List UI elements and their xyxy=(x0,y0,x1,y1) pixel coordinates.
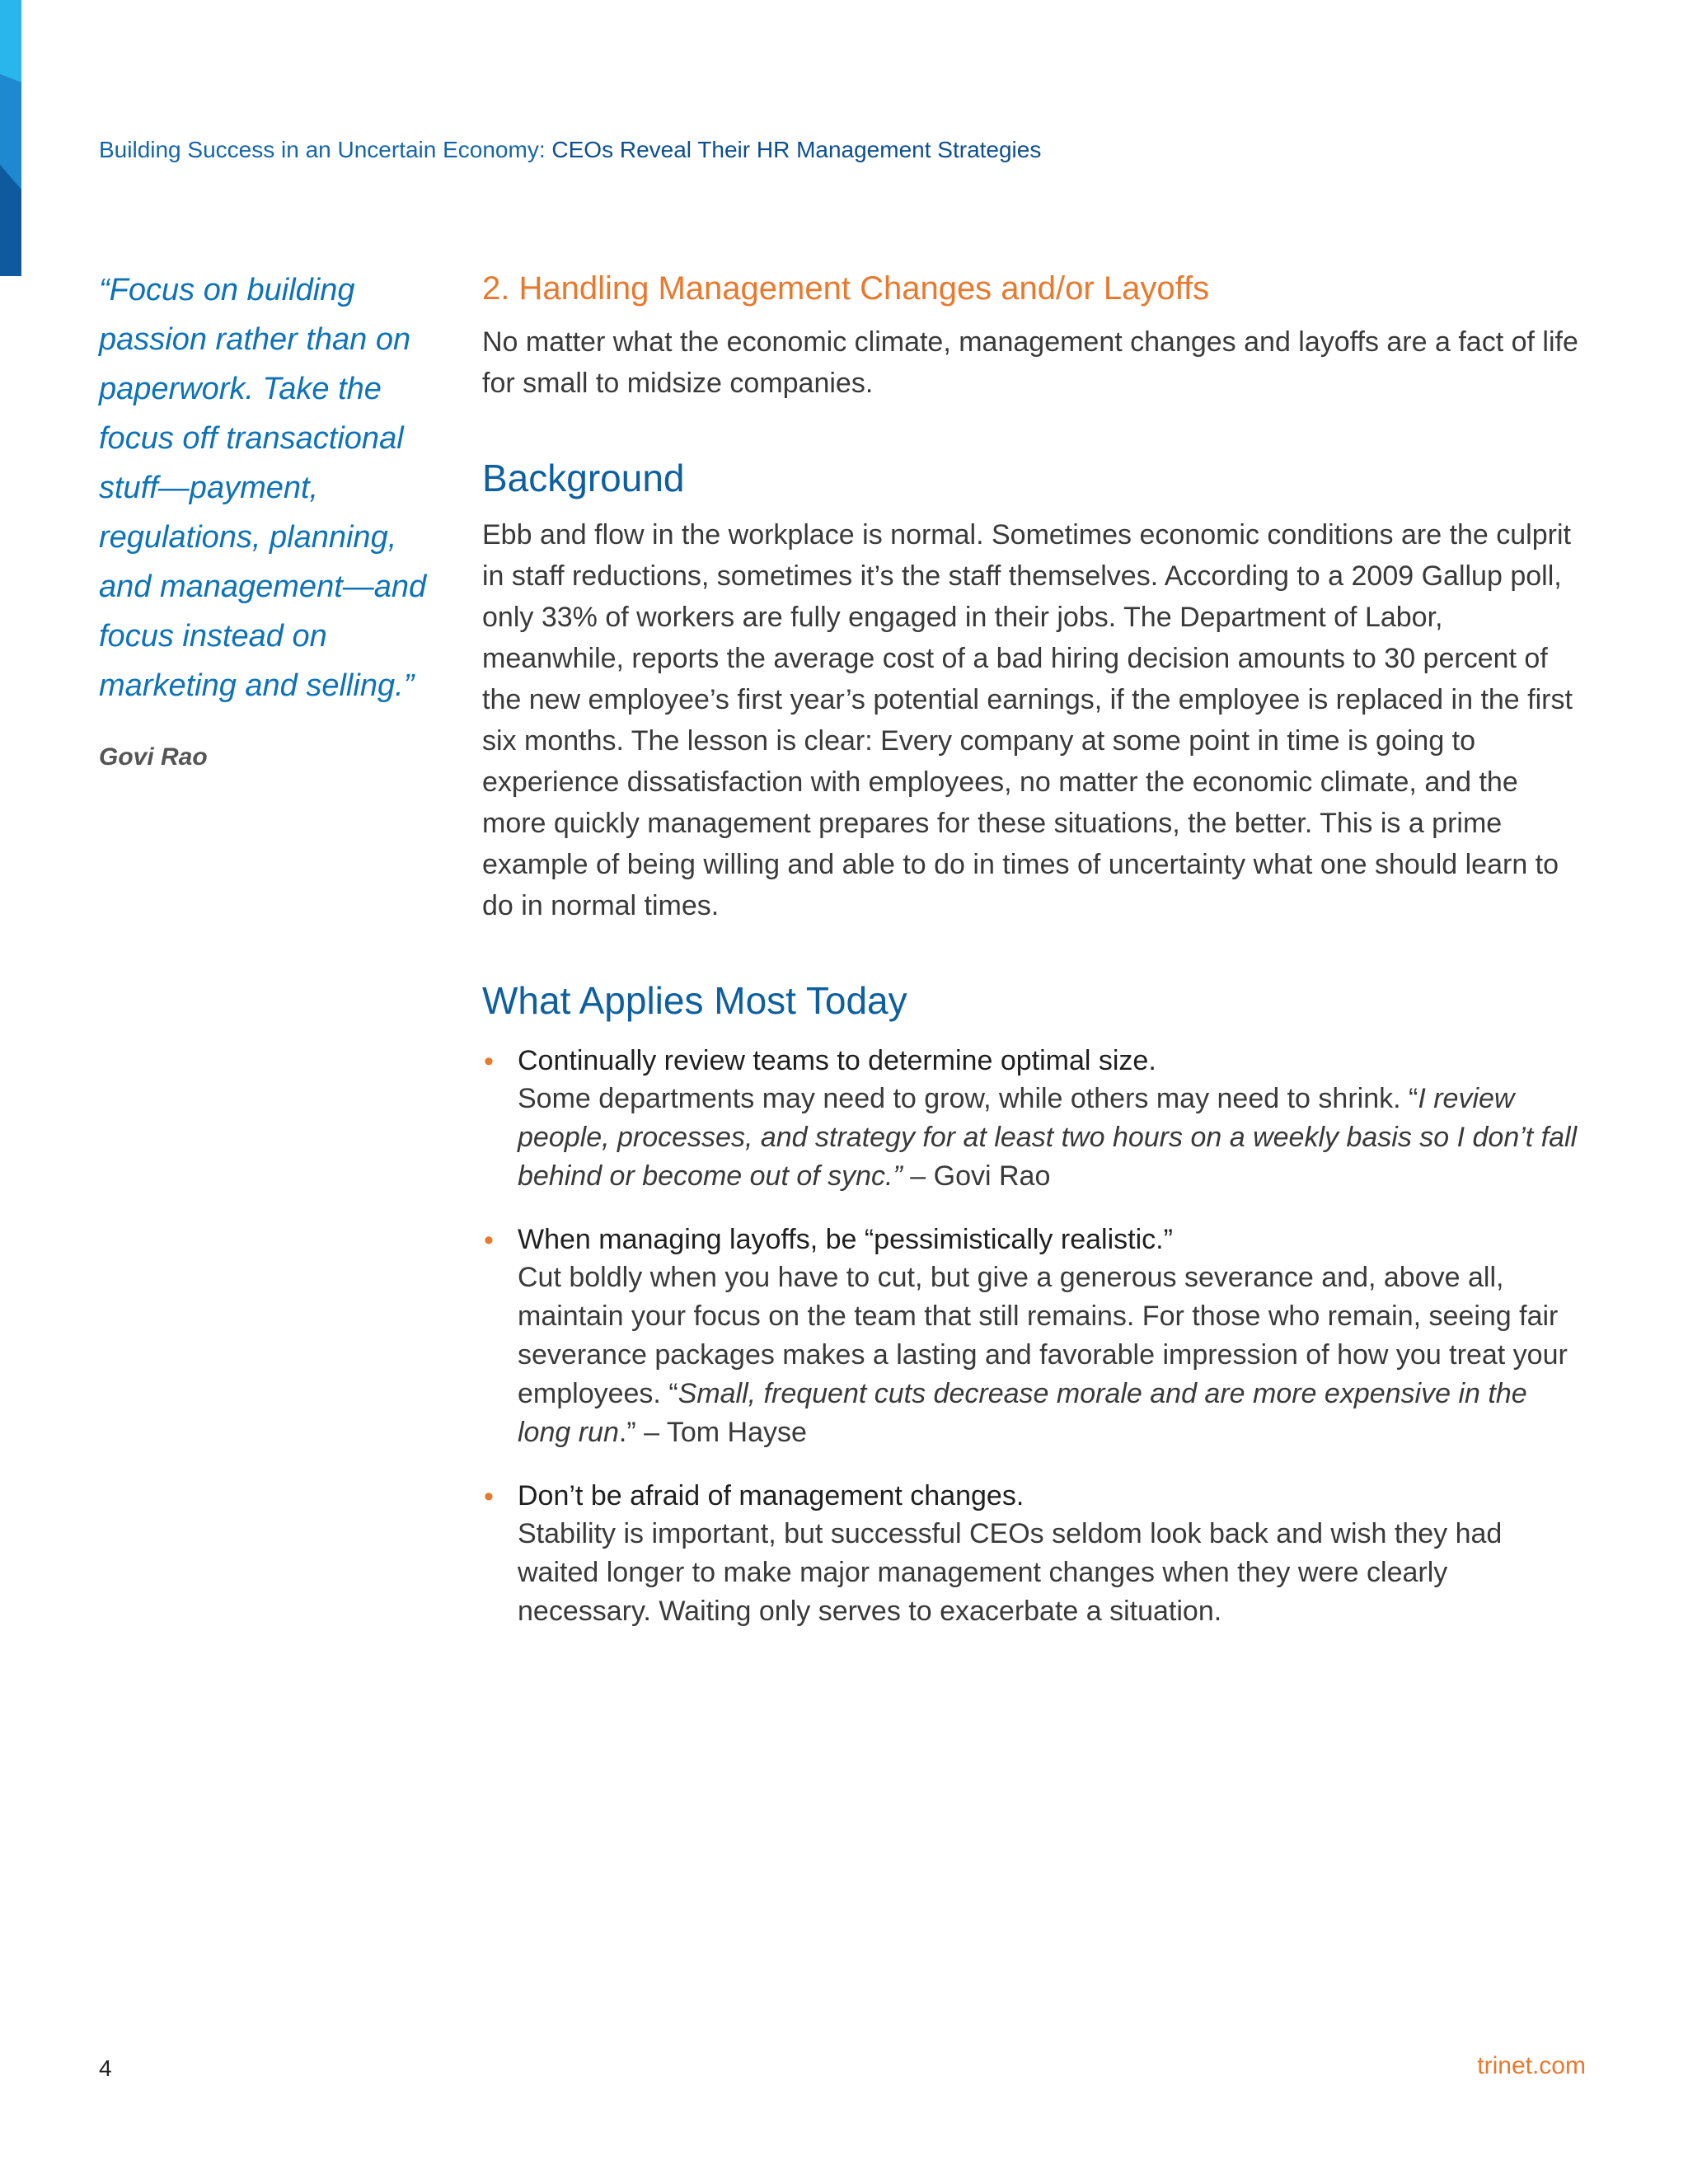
background-text: Ebb and flow in the workplace is normal. Sometimes economic conditions are the culprit in staff reductions, sometimes it’s the staff themselves. According to a 2009 Gallup poll, only 33% of workers are fully engaged in their jobs. The Department of Labor, meanwhile, reports the average cost of a bad hiring decision amounts to 30 percent of the new employee’s first year’s potential earnings, if the employee is replaced in the first six months. The lesson is clear: Every company at some point in time is going to experience dissatisfaction with employees, no matter the economic climate, and the more quickly management prepares for these situations, the better. This is a prime example of being willing and able to do in times of uncertainty what one should learn to do in normal times. xyxy=(482,519,1573,921)
list-item-body xyxy=(518,1080,1587,1196)
list-item-body xyxy=(518,1515,1587,1631)
section-intro: No matter what the economic climate, management changes and layoffs are a fact of life for small to midsize companies. xyxy=(482,326,1578,399)
list-item xyxy=(482,1477,1587,1631)
section-heading: 2. Handling Management Changes and/or Layoffs xyxy=(482,270,1210,307)
pull-quote: “Focus on building passion rather than on paperwork. Take the focus off transactional stuff—payment, regulations, planning, and management—and focus instead on marketing and selling.” xyxy=(99,273,427,703)
corner-accent-graphic xyxy=(0,0,21,276)
list-item-body-text: Stability is important, but successful CEOs seldom look back and wish they had waited longer to make major management changes when they were clearly necessary. Waiting only serves to exacerbate a situation. xyxy=(518,1518,1503,1627)
list-item xyxy=(482,1042,1587,1196)
main-content xyxy=(482,264,1587,1656)
list-item-body-text: Some departments may need to grow, while others may need to shrink. “ xyxy=(518,1083,1418,1114)
list-item-title: When managing layoffs, be “pessimistically realistic.” xyxy=(518,1224,1173,1255)
list-item-title: Continually review teams to determine optimal size. xyxy=(518,1045,1156,1076)
list-item-quote: I review people, processes, and strategy for at least two hours on a weekly basis so I don’t fall behind or become out of sync.” xyxy=(518,1083,1578,1192)
list-item-attribution: .” – Tom Hayse xyxy=(618,1417,807,1448)
footer-url-link[interactable]: trinet.com xyxy=(1477,2052,1586,2079)
page-number: 4 xyxy=(99,2055,112,2081)
running-header-prefix: Building Success in an Uncertain Economy: xyxy=(99,137,552,162)
list-item xyxy=(482,1221,1587,1452)
list-item-title: Don’t be afraid of management changes. xyxy=(518,1480,1025,1511)
applies-list xyxy=(482,1042,1587,1631)
list-item-body-text: Cut boldly when you have to cut, but give a generous severance and, above all, maintain your focus on the team that still remains. For those who remain, seeing fair severance packages makes a lasting and favorable impression of how you treat your employees. “ xyxy=(518,1262,1568,1409)
bullet-icon: • xyxy=(484,1225,494,1256)
list-item-body xyxy=(518,1258,1587,1452)
list-item-attribution: – Govi Rao xyxy=(902,1160,1051,1192)
bullet-icon: • xyxy=(484,1046,494,1077)
applies-heading: What Applies Most Today xyxy=(482,979,907,1022)
running-header xyxy=(99,137,1041,163)
bullet-icon: • xyxy=(484,1481,494,1512)
background-heading: Background xyxy=(482,457,685,499)
running-header-title: CEOs Reveal Their HR Management Strategies xyxy=(551,137,1042,162)
list-item-quote: Small, frequent cuts decrease morale and are more expensive in the long run xyxy=(518,1378,1527,1448)
pull-quote-author: Govi Rao xyxy=(99,743,208,771)
